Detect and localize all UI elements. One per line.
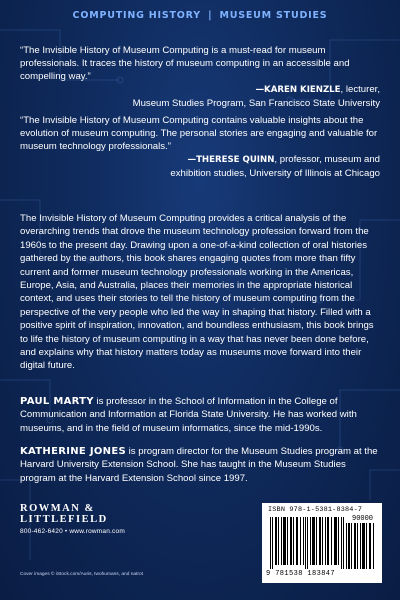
quote-attribution-line2: exhibition studies, University of Illinois at Chicago — [170, 168, 380, 179]
quote-author-name: —THERESE QUINN — [187, 155, 275, 165]
category-right: MUSEUM STUDIES — [219, 10, 328, 21]
cover-image-credit: Cover images © iStock.com/Auris, twohumans, and natrot — [20, 572, 143, 577]
price-code: 90000 — [352, 515, 374, 523]
publisher-contact — [20, 528, 125, 535]
author-name: PAUL MARTY — [20, 396, 94, 407]
publisher-phone: 800-462-6420 — [20, 528, 63, 535]
quote-attribution-line2: Museum Studies Program, San Francisco State University — [132, 98, 380, 109]
addon-barcode — [346, 523, 376, 569]
publisher-website: www.rowman.com — [69, 528, 125, 535]
isbn-label: ISBN 978-1-5381-8384-7 — [268, 506, 363, 514]
endorsement-quote-2 — [20, 114, 380, 180]
quote-text: “The Invisible History of Museum Computing is a must-read for museum professionals. It traces the history of museum computing in an accessible and compelling way.” — [20, 45, 350, 82]
quote-attribution — [20, 83, 380, 97]
quote-attribution — [20, 153, 380, 167]
endorsement-quote-1 — [20, 44, 380, 110]
category-left: COMPUTING HISTORY — [72, 10, 201, 21]
author-bio-text: is program director for the Museum Studies program at the Harvard University Extension School. She has taught in the Museum Studies program at the Harvard Extension School since 1997. — [20, 446, 378, 484]
category-heading — [20, 10, 380, 21]
quote-author-role: , lecturer, — [340, 84, 380, 95]
quote-text: “The Invisible History of Museum Computing contains valuable insights about the evolution of museum computing. The personal stories are engaging and valuable for museum technology professionals.” — [20, 115, 378, 152]
quote-author-name: —KAREN KIENZLE — [255, 85, 341, 95]
author-bio-1 — [20, 395, 380, 435]
publisher-block — [20, 503, 125, 535]
category-separator: | — [208, 10, 213, 21]
publisher-logo-line1: ROWMAN & — [20, 503, 95, 514]
publisher-logo-line2: LITTLEFIELD — [20, 514, 108, 525]
author-bio-text: is professor in the School of Information in the College of Communication and Information at Florida State University. He has worked with museums, and in the field of museum informatics, since the mid-1990s. — [20, 396, 357, 434]
author-bio-2 — [20, 445, 380, 485]
ean-number: 9 781538 183847 — [266, 570, 336, 578]
quote-author-role: , professor, museum and — [274, 154, 380, 165]
author-name: KATHERINE JONES — [20, 446, 126, 457]
barcode-box — [262, 503, 382, 583]
book-description: The Invisible History of Museum Computing provides a critical analysis of the overarching trends that drove the museum technology profession forward from the 1960s to the present day. Drawing upon a one-of-a-kind collection of oral histories gathered by the authors, this book shares engaging quotes from more than fifty current and former museum technology professionals working in the Americas, Europe, Asia, and Australia, places their memories in the appropriate historical context, and uses their stories to tell the history of museum computing from the perspective of the very people who led the way in shaping that history. Filled with a positive spirit of inspiration, innovation, and boundless enthusiasm, this book brings to life the history of museum computing in a way that has never been done before, and explains why that history matters today as museums move forward into their digital future. — [20, 213, 374, 372]
ean-barcode — [270, 517, 344, 569]
publisher-bullet: • — [64, 528, 68, 535]
